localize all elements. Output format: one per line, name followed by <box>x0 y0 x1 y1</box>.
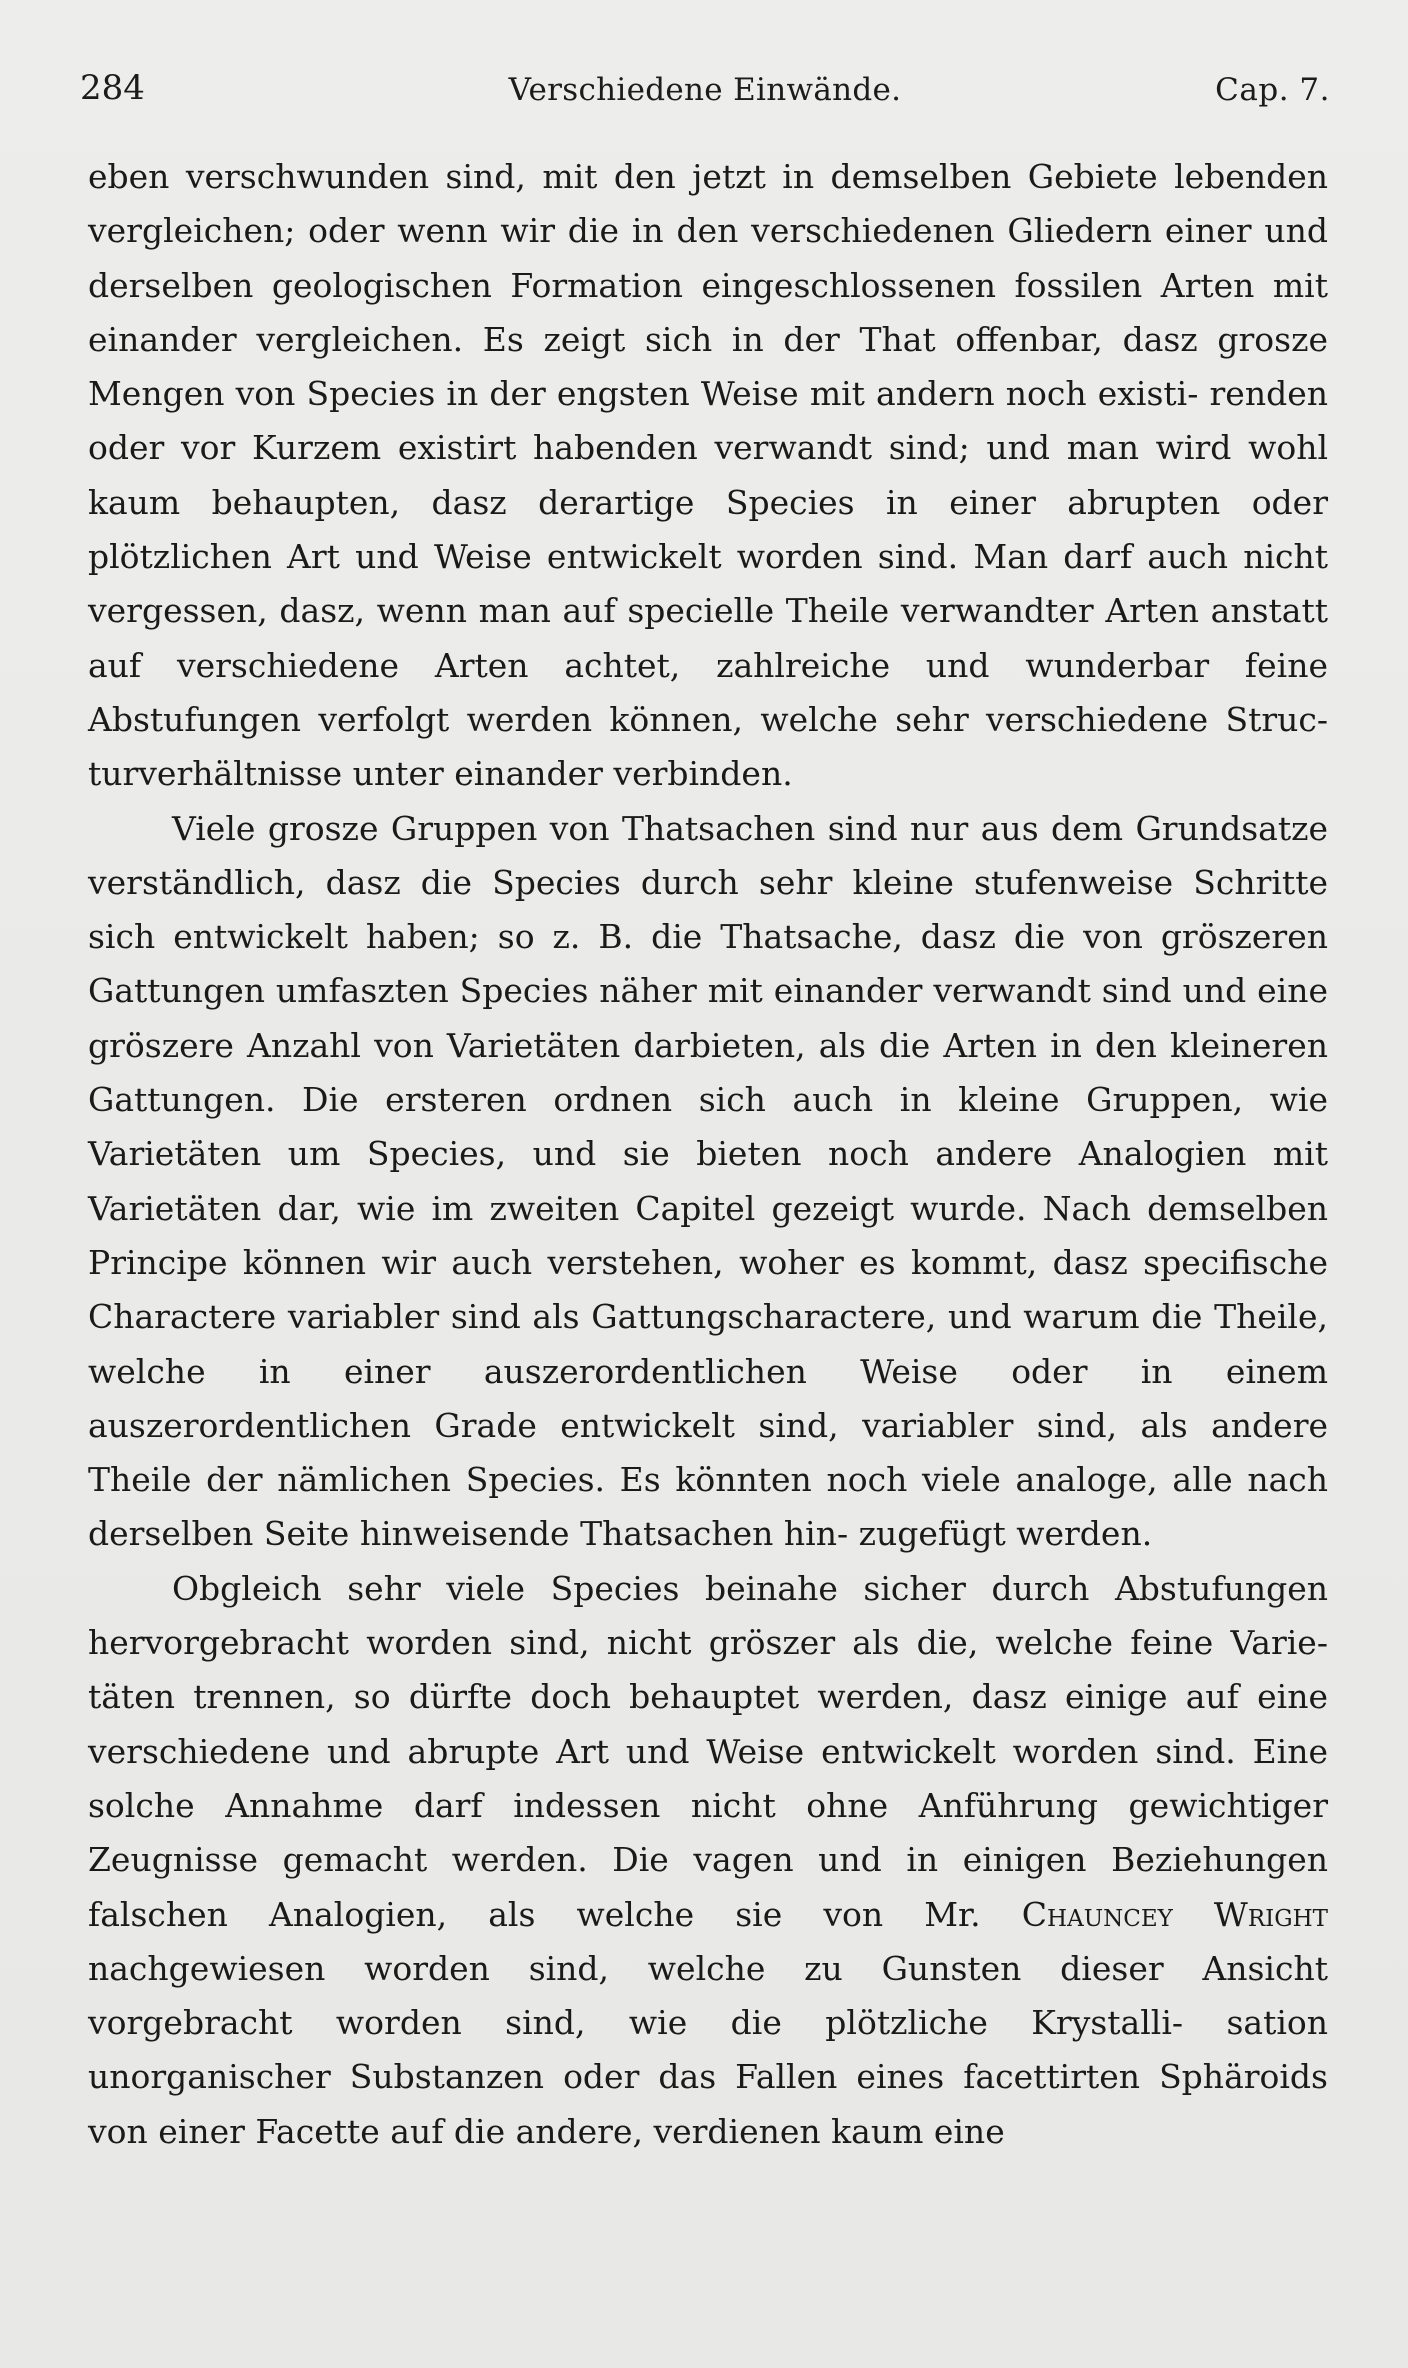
text-line: sich entwickelt haben; so z. B. die Thatsache, dasz die von gröszeren <box>88 917 1328 957</box>
text-line: anstatt auf verschiedene Arten achtet, zahlreiche und wunderbar feine <box>88 591 1328 685</box>
text-line: Viele grosze Gruppen von Thatsachen sind nur aus dem Grundsatze <box>172 808 1328 848</box>
text-line: nicht vergessen, dasz, wenn man auf specielle Theile verwandter Arten <box>88 537 1328 631</box>
text-line: sind. Eine solche Annahme darf indessen nicht ohne Anführung <box>88 1731 1328 1825</box>
text-line: Sphäroids von einer Facette auf die andere, verdienen kaum eine <box>88 2057 1328 2151</box>
page-header <box>80 68 1330 118</box>
running-title: Verschiedene Einwände. <box>508 72 902 108</box>
text-line: Beziehungen falschen Analogien, als welche sie von Mr. <box>88 1840 1328 1934</box>
paragraph-2 <box>88 802 1328 1562</box>
text-line: turverhältnisse unter einander verbinden. <box>88 754 793 794</box>
text-line: gröszere Anzahl von Varietäten darbieten, als die Arten in den <box>88 1025 1157 1065</box>
text-line: viele analoge, alle nach derselben Seite hinweisende Thatsachen hin- <box>88 1460 1328 1554</box>
author-name-last: Wright <box>1213 1894 1329 1934</box>
text-line: und warum die Theile, welche in einer auszerordentlichen Weise <box>88 1297 1328 1391</box>
text-line: hervorgebracht worden sind, nicht gröszer als die, welche feine Varie- <box>88 1623 1328 1663</box>
text-line: täten trennen, so dürfte doch behauptet werden, dasz einige auf <box>88 1677 1239 1717</box>
text-line: nachgewiesen worden sind, welche zu Gunsten dieser <box>88 1948 1164 1988</box>
text-line: gewichtiger Zeugnisse gemacht werden. Die vagen und in einigen <box>88 1785 1328 1880</box>
text-line: plötzlichen Art und Weise entwickelt worden sind. Man darf auch <box>88 537 1228 577</box>
text-line: Ansicht vorgebracht worden sind, wie die plötzliche Krystalli- <box>88 1948 1328 2043</box>
text-line: dasz specifische Charactere variabler sind als Gattungscharactere, <box>88 1242 1328 1337</box>
text-line: renden oder vor Kurzem existirt habenden verwandt sind; und man wird <box>88 374 1328 468</box>
text-line: grosze Mengen von Species in der engsten Weise mit andern noch existi- <box>88 319 1328 414</box>
text-line: und derselben geologischen Formation eingeschlossenen fossilen Arten <box>88 211 1328 305</box>
text-line: zugefügt werden. <box>858 1514 1153 1554</box>
text-line: vergleichen; oder wenn wir die in den verschiedenen Gliedern einer <box>88 211 1252 251</box>
text-line: demselben Principe können wir auch verstehen, woher es kommt, <box>88 1188 1328 1282</box>
paragraph-3 <box>88 1562 1328 2159</box>
text-line: wie Varietäten um Species, und sie bieten noch andere Analogien <box>88 1080 1328 1174</box>
text-line: oder in einem auszerordentlichen Grade entwickelt sind, variabler <box>88 1351 1328 1445</box>
text-line: Abstufungen verfolgt werden können, welche sehr verschiedene Struc- <box>88 699 1328 739</box>
text-line: wohl kaum behaupten, dasz derartige Species in einer abrupten oder <box>88 428 1329 522</box>
author-name-first: Chauncey <box>1021 1894 1173 1934</box>
text-line: verständlich, dasz die Species durch sehr kleine stufenweise Schritte <box>88 862 1328 902</box>
body-text <box>88 150 1328 2159</box>
page-number: 284 <box>80 68 145 108</box>
text-line: Obgleich sehr viele Species beinahe sicher durch Abstufungen <box>172 1568 1328 1608</box>
text-line: sind, als andere Theile der nämlichen Species. Es könnten noch <box>88 1405 1328 1500</box>
paragraph-1 <box>88 150 1328 802</box>
text-line: mit Varietäten dar, wie im zweiten Capitel gezeigt wurde. Nach <box>88 1134 1328 1228</box>
text-line: eine verschiedene und abrupte Art und Weise entwickelt worden <box>88 1677 1328 1771</box>
text-line: sation unorganischer Substanzen oder das Fallen eines facettirten <box>88 2003 1328 2097</box>
chapter-label: Cap. 7. <box>1215 72 1330 108</box>
text-line: eben verschwunden sind, mit den jetzt in demselben Gebiete lebenden <box>88 157 1328 196</box>
text-line: kleineren Gattungen. Die ersteren ordnen sich auch in kleine Gruppen, <box>88 1025 1328 1120</box>
text-line: mit einander vergleichen. Es zeigt sich in der That offenbar, dasz <box>88 265 1328 359</box>
text-line: Gattungen umfaszten Species näher mit einander verwandt sind und eine <box>88 971 1328 1011</box>
